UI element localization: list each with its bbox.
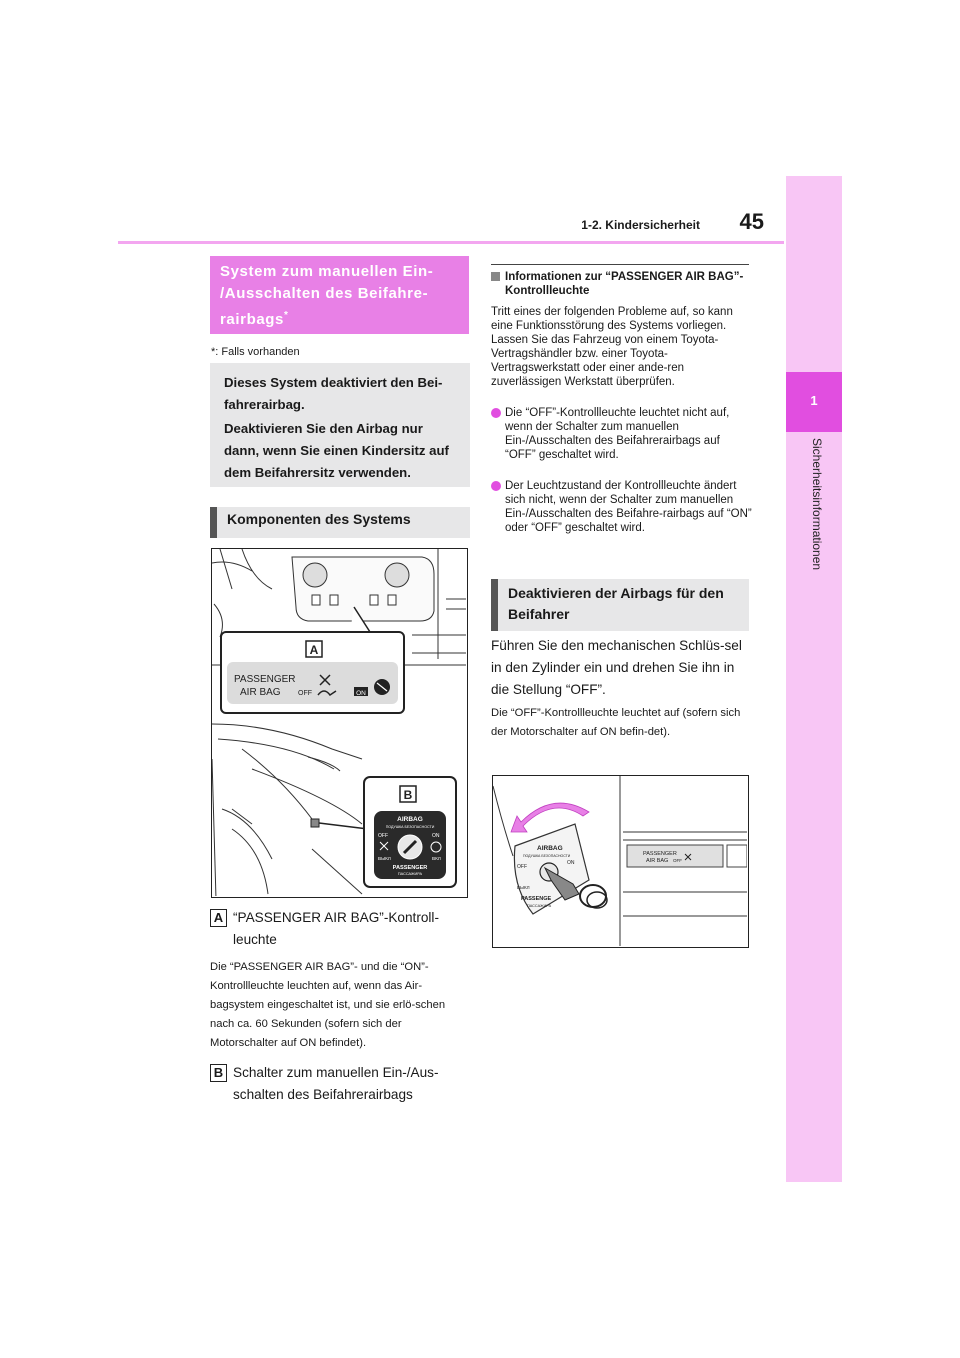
switch-airbag-text: AIRBAG	[397, 816, 423, 823]
info-box-paragraph-1: Dieses System deaktiviert den Bei-fahrerairbag.	[224, 375, 443, 412]
info-box-paragraph-2: Deaktivieren Sie den Airbag nur dann, wenn Sie einen Kindersitz auf dem Beifahrersitz verwenden.	[224, 421, 449, 480]
item-a-title: “PASSENGER AIR BAG”-Kontroll-leuchte	[233, 910, 439, 947]
item-a-marker: A	[210, 909, 227, 927]
indicator-passenger-text: PASSENGER	[643, 851, 677, 857]
switch-subtitle-text: ПОДУШКА БЕЗОПАСНОСТИ	[385, 825, 435, 829]
info-rule	[491, 264, 749, 265]
bullet-item-1-text: Die “OFF”-Kontrollleuchte leuchtet nicht auf, wenn der Schalter zum manuellen Ein-/Ausschalten des Beifahrerairbags auf “OFF” geschaltet wird.	[505, 407, 730, 461]
side-tab	[786, 176, 842, 1182]
indicator-passenger-text: PASSENGER	[234, 674, 296, 685]
components-heading: Komponenten des Systems	[210, 507, 470, 538]
side-tab-number: 1	[810, 393, 818, 408]
indicator-airbag-text: AIR BAG	[240, 687, 281, 698]
info-heading-text: Informationen zur “PASSENGER AIR BAG”-Kontrollleuchte	[505, 271, 744, 297]
header-rule	[118, 241, 784, 244]
switch-on-ru-text: ВКЛ	[432, 856, 441, 861]
section-title-box	[210, 256, 469, 334]
footnote-marker: *	[284, 310, 289, 321]
switch-off-text: OFF	[517, 864, 527, 870]
indicator-off-text: OFF	[298, 690, 312, 697]
callout-b-label: B	[403, 788, 413, 802]
rotate-arrow-icon	[511, 803, 589, 832]
item-b-marker: B	[210, 1064, 227, 1082]
item-b-title: Schalter zum manuellen Ein-/Aus-schalten des Beifahrerairbags	[233, 1065, 439, 1102]
figure-deactivate	[492, 775, 749, 948]
chapter-title: 1-2. Kindersicherheit	[581, 218, 700, 232]
switch-passenger-text: PASSENGE	[521, 896, 552, 902]
bullet-item-2	[491, 479, 753, 535]
footnote: *: Falls vorhanden	[211, 346, 300, 358]
indicator-airbag-text: AIR BAG	[646, 858, 669, 864]
bullet-dot-icon	[491, 408, 501, 418]
deactivate-instruction: Führen Sie den mechanischen Schlüs-sel in den Zylinder ein und drehen Sie ihn in die Stellung “OFF”.	[491, 638, 742, 697]
deactivate-result: Die “OFF”-Kontrollleuchte leuchtet auf (sofern sich der Motorschalter auf ON befin-det).	[491, 707, 741, 738]
callout-a-label: A	[309, 643, 319, 657]
switch-airbag-text: AIRBAG	[537, 845, 563, 852]
page-number: 45	[739, 209, 764, 234]
section-title-line1: System zum manuellen Ein-	[220, 263, 434, 280]
section-title-line3: rairbags	[220, 311, 284, 328]
square-bullet-icon	[491, 272, 500, 281]
deactivate-heading: Deaktivieren der Airbags für den Beifahrer	[491, 579, 749, 631]
bullet-dot-icon	[491, 481, 501, 491]
switch-on-text: ON	[432, 833, 440, 839]
bullet-item-1	[491, 406, 753, 462]
info-box	[210, 363, 470, 487]
switch-off-ru-text: ВЫКЛ	[517, 885, 530, 890]
info-heading	[491, 270, 749, 298]
indicator-off-text: OFF	[673, 858, 682, 863]
switch-off-ru-text: ВЫКЛ	[378, 856, 391, 861]
switch-passenger-text: PASSENGER	[392, 865, 428, 871]
section-title-line2: /Ausschalten des Beifahre-	[220, 285, 429, 302]
side-tab-label: Sicherheitsinformationen	[810, 438, 824, 571]
bullet-item-2-text: Der Leuchtzustand der Kontrollleuchte ändert sich nicht, wenn der Schalter zum manuellen Ein-/Ausschalten des Beifahre-rairbags auf “ON” oder “OFF” geschaltet wird.	[505, 480, 752, 534]
switch-on-text: ON	[567, 860, 575, 866]
switch-subtitle-text: ПОДУШКА БЕЗОПАСНОСТИ	[523, 854, 571, 858]
item-a-description: Die “PASSENGER AIR BAG”- und die “ON”-Kontrollleuchte leuchten auf, wenn das Air-bagsystem eingeschaltet ist, und sie erlö-schen nach ca. 60 Sekunden (sofern sich der Motorschalter auf ON befindet).	[210, 961, 446, 1049]
indicator-on-text: ON	[356, 690, 366, 697]
switch-passenger-ru-text: ПАССАЖИРА	[527, 904, 552, 908]
info-body: Tritt eines der folgenden Probleme auf, so kann eine Funktionsstörung des Systems vorliegen. Lassen Sie das Fahrzeug von einem Toyota-Vertragshändler bzw. einer Toyota-Vertragswerkstatt oder einer ande-ren zuverlässigen Werkstatt überprüfen.	[491, 306, 733, 388]
switch-passenger-ru-text: ПАССАЖИРА	[397, 872, 423, 876]
figure-components	[211, 548, 468, 898]
switch-off-text: OFF	[378, 833, 388, 839]
